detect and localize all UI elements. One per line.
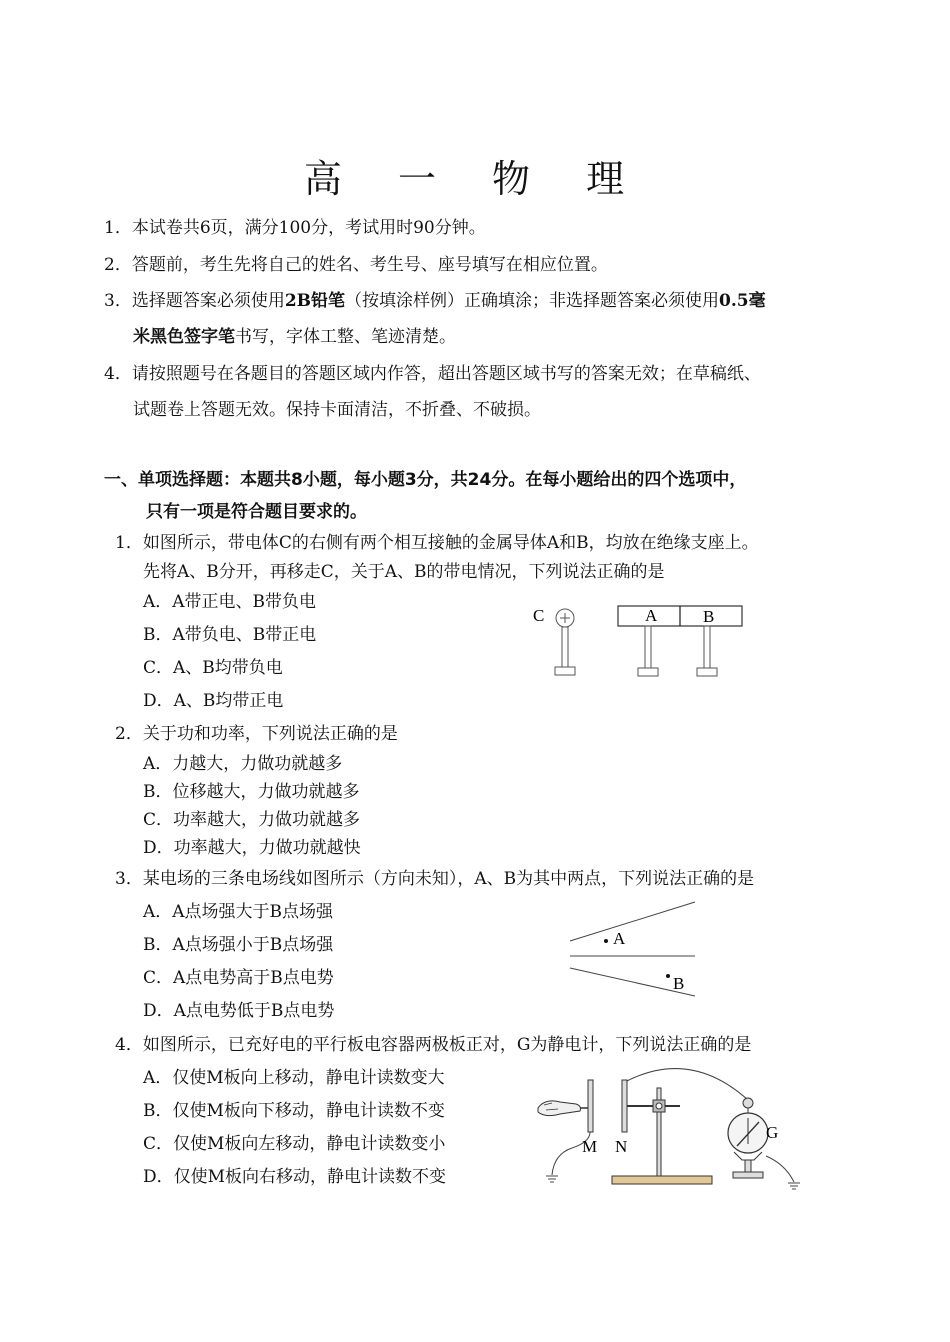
q1-figure (525, 598, 755, 683)
q1-fig-label-c: C (533, 606, 545, 625)
field-line-top (570, 902, 695, 941)
q2-option-a: A．力越大，力做功就越多 (143, 754, 343, 774)
note-1: 1．本试卷共6页，满分100分，考试用时90分钟。 (104, 218, 486, 238)
page-title: 高 一 物 理 (303, 157, 647, 201)
note-3: 3．选择题答案必须使用2B铅笔（按填涂样例）正确填涂；非选择题答案必须使用0.5毫 (104, 291, 766, 311)
plate-m (588, 1080, 593, 1132)
q3-option-c: C．A点电势高于B点电势 (143, 968, 334, 988)
q3-option-a: A．A点场强大于B点场强 (143, 902, 334, 922)
section-heading-cont: 只有一项是符合题目要求的。 (146, 502, 367, 522)
q4-stem: 4．如图所示，已充好电的平行板电容器两极板正对，G为静电计，下列说法正确的是 (115, 1035, 752, 1055)
q4-option-b: B．仅使M板向下移动，静电计读数不变 (143, 1101, 445, 1121)
q4-figure (530, 1060, 810, 1195)
point-b (666, 974, 670, 978)
q1-option-b: B．A带负电、B带正电 (143, 625, 317, 645)
q3-option-d: D．A点电势低于B点电势 (143, 1001, 335, 1021)
note-4-cont: 试题卷上答题无效。保持卡面清洁，不折叠、不破损。 (133, 400, 541, 420)
q1-option-c: C．A、B均带负电 (143, 658, 283, 678)
q4-option-c: C．仅使M板向左移动，静电计读数变小 (143, 1134, 446, 1154)
q4-option-a: A．仅使M板向上移动，静电计读数变大 (143, 1068, 445, 1088)
q4-option-d: D．仅使M板向右移动，静电计读数不变 (143, 1167, 447, 1187)
q1-fig-label-b: B (703, 607, 715, 626)
q2-option-c: C．功率越大，力做功就越多 (143, 810, 361, 830)
hand-icon (538, 1101, 581, 1116)
point-a (604, 939, 608, 943)
q4-fig-label-m: M (582, 1137, 598, 1156)
q1-option-a: A．A带正电、B带负电 (143, 592, 317, 612)
q1-option-d: D．A、B均带正电 (143, 691, 284, 711)
q4-fig-label-n: N (615, 1137, 628, 1156)
q4-fig-label-g: G (766, 1123, 779, 1142)
q3-fig-label-a: A (613, 929, 626, 948)
connecting-wire (625, 1069, 748, 1100)
q1-fig-label-a: A (645, 606, 658, 625)
q3-fig-label-b: B (673, 974, 685, 993)
q1-stem: 1．如图所示，带电体C的右侧有两个相互接触的金属导体A和B，均放在绝缘支座上。 (115, 533, 759, 553)
q3-option-b: B．A点场强小于B点场强 (143, 935, 334, 955)
stand-base (612, 1176, 712, 1184)
q1-stem-cont: 先将A、B分开，再移走C，关于A、B的带电情况，下列说法正确的是 (143, 562, 665, 582)
plate-n (622, 1080, 627, 1132)
note-2: 2．答题前，考生先将自己的姓名、考生号、座号填写在相应位置。 (104, 255, 608, 275)
q3-figure (565, 898, 700, 998)
q2-option-d: D．功率越大，力做功就越快 (143, 838, 361, 858)
note-3-cont: 米黑色签字笔书写，字体工整、笔迹清楚。 (133, 327, 456, 347)
q2-stem: 2．关于功和功率，下列说法正确的是 (115, 724, 398, 744)
q3-stem: 3．某电场的三条电场线如图所示（方向未知），A、B为其中两点，下列说法正确的是 (115, 869, 755, 889)
q2-option-b: B．位移越大，力做功就越多 (143, 782, 360, 802)
note-4: 4．请按照题号在各题目的答题区域内作答，超出答题区域书写的答案无效；在草稿纸、 (104, 364, 761, 384)
section-heading: 一、单项选择题：本题共8小题，每小题3分，共24分。在每小题给出的四个选项中， (104, 470, 747, 490)
